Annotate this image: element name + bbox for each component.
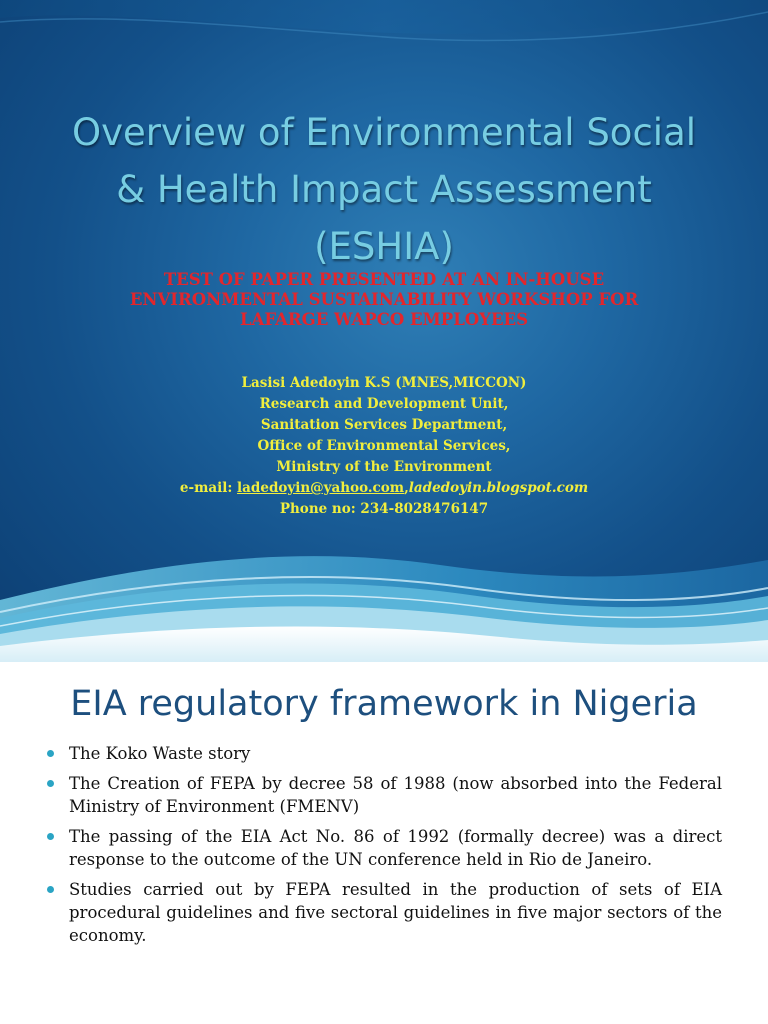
bullet-text: The passing of the EIA Act No. 86 of 1992 (formally decree) was a direct response to the outcome of the UN conference held in Rio de Janeiro. — [69, 827, 722, 869]
bullet-item — [44, 742, 722, 765]
phone-number: Phone no: 234-8028476147 — [279, 501, 489, 517]
author-block — [0, 373, 768, 520]
email-link[interactable]: ladedoyin@yahoo.com — [237, 480, 405, 496]
bullet-item — [44, 825, 722, 871]
bullet-text: Studies carried out by FEPA resulted in the production of sets of EIA procedural guidelines and five sectoral guidelines in five major sectors of the economy. — [69, 880, 722, 945]
slide-content — [0, 662, 768, 1024]
email-separator: , — [404, 480, 409, 496]
subtitle-line: LAFARGE WAPCO EMPLOYEES — [239, 310, 529, 329]
slide-subtitle — [0, 270, 768, 330]
slide-heading: EIA regulatory framework in Nigeria — [70, 684, 698, 724]
author-department: Sanitation Services Department, — [260, 417, 508, 433]
bullet-dot-icon — [47, 886, 54, 893]
bullet-dot-icon — [47, 833, 54, 840]
bullet-item — [44, 772, 722, 818]
email-label: e-mail: — [179, 480, 238, 496]
bullet-list — [44, 742, 722, 954]
author-unit: Research and Development Unit, — [259, 396, 509, 412]
blog-link[interactable]: ladedoyin.blogspot.com — [408, 480, 589, 496]
author-ministry: Ministry of the Environment — [276, 459, 492, 475]
subtitle-line: ENVIRONMENTAL SUSTAINABILITY WORKSHOP FOR — [129, 290, 639, 309]
title-line: Overview of Environmental Social — [71, 111, 697, 154]
bullet-item — [44, 878, 722, 947]
bullet-text: The Koko Waste story — [69, 744, 251, 763]
title-line: (ESHIA) — [314, 225, 454, 268]
email-line — [0, 478, 768, 499]
title-line: & Health Impact Assessment — [116, 168, 652, 211]
bullet-dot-icon — [47, 750, 54, 757]
subtitle-line: TEST OF PAPER PRESENTED AT AN IN-HOUSE — [163, 270, 605, 289]
author-name: Lasisi Adedoyin K.S (MNES,MICCON) — [241, 375, 527, 391]
author-office: Office of Environmental Services, — [257, 438, 511, 454]
slide-main-title — [0, 104, 768, 275]
bullet-text: The Creation of FEPA by decree 58 of 1988 (now absorbed into the Federal Ministry of Environment (FMENV) — [69, 774, 722, 816]
bullet-dot-icon — [47, 780, 54, 787]
